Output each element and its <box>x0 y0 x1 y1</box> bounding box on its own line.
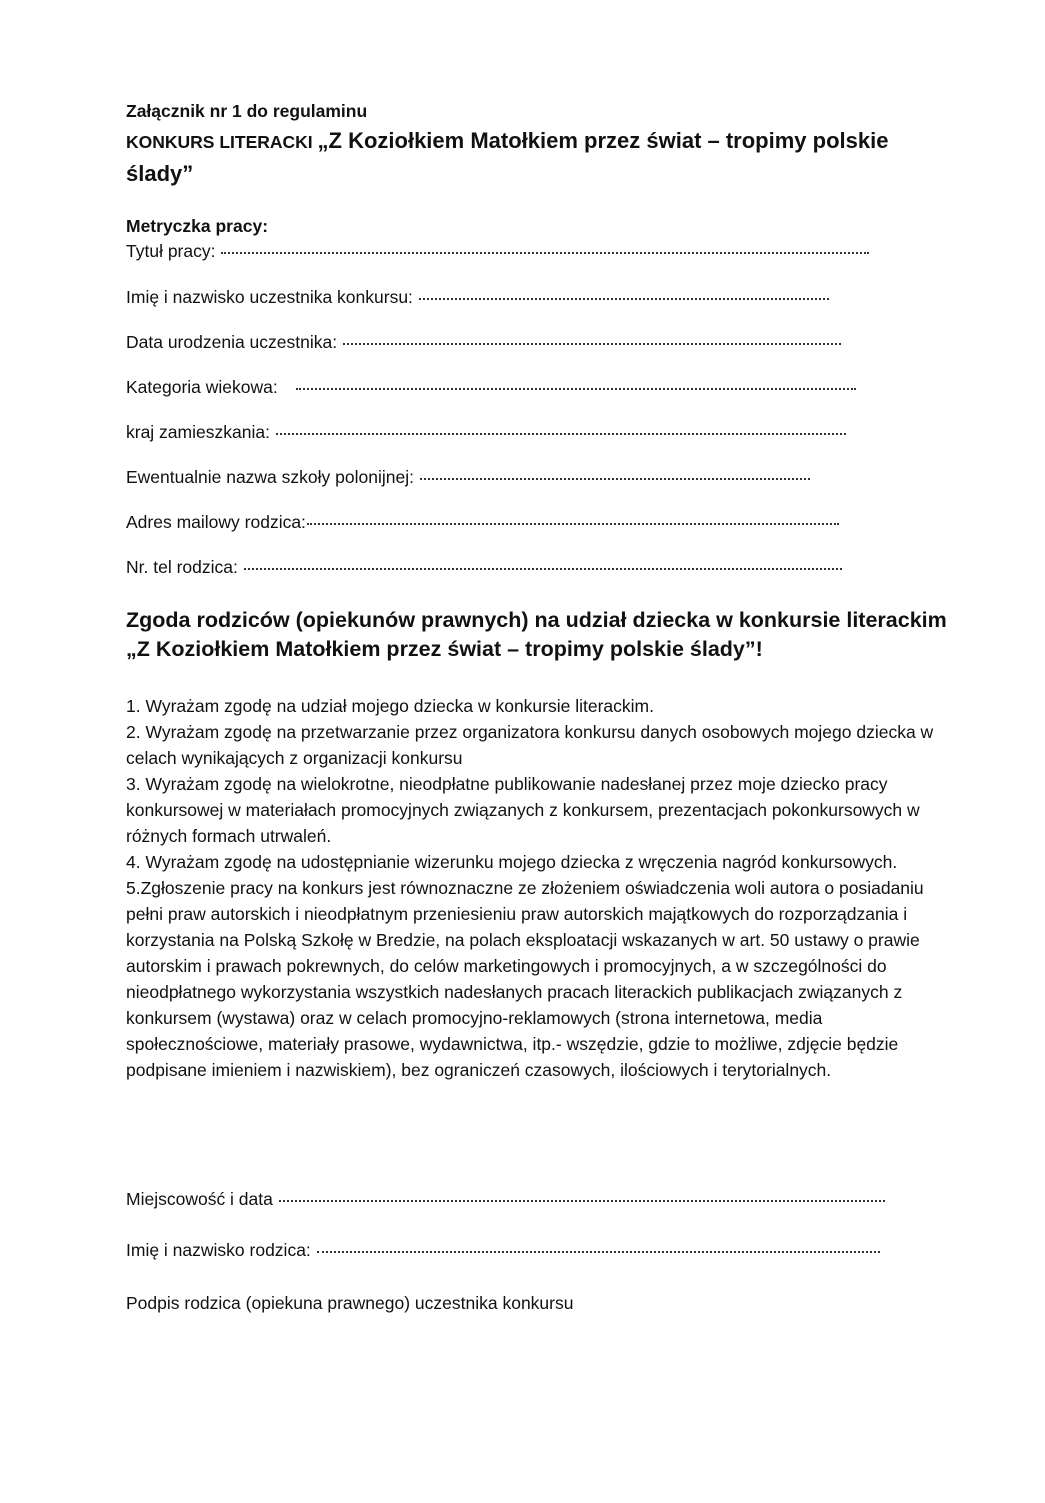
field-parent-email[interactable] <box>126 512 839 533</box>
field-parent-name[interactable] <box>126 1240 880 1261</box>
field-school-name[interactable] <box>126 467 810 488</box>
field-label: Data urodzenia uczestnika: <box>126 332 338 352</box>
fill-in-line[interactable] <box>420 477 810 480</box>
field-country[interactable] <box>126 422 846 443</box>
field-age-category[interactable] <box>126 377 856 398</box>
consent-item: 5.Zgłoszenie pracy na konkurs jest równoznaczne ze złożeniem oświadczenia woli autora o posiadaniu pełni praw autorskich i nieodpłatnym przeniesieniu praw autorskich majątkowych do rozporządzania i korzystania na Polską Szkołę w Bredzie, na polach eksploatacji wskazanych w art. 50 ustawy o prawie autorskim i prawach pokrewnych, do celów marketingowych i promocyjnych, a w szczególności do nieodpłatnego wykorzystania wszystkich nadesłanych pracach literackich publikacjach związanych z konkursem (wystawa) oraz w celach promocyjno-reklamowych (strona internetowa, media społecznościowe, materiały prasowe, wydawnictwa, itp.- wszędzie, gdzie to możliwe, zdjęcie będzie podpisane imieniem i nazwiskiem), bez ograniczeń czasowych, ilościowych i terytorialnych. <box>126 878 924 1080</box>
contest-prefix: KONKURS LITERACKI <box>126 132 318 152</box>
fill-in-line[interactable] <box>307 522 839 525</box>
contest-title <box>126 126 906 192</box>
field-label: Ewentualnie nazwa szkoły polonijnej: <box>126 467 414 487</box>
field-label: Nr. tel rodzica: <box>126 557 238 577</box>
field-label: Tytuł pracy: <box>126 241 216 261</box>
field-place-date[interactable] <box>126 1189 885 1210</box>
contest-name: „Z Koziołkiem Matołkiem przez świat – tropimy polskie ślady” <box>126 128 889 186</box>
metryczka-title: Metryczka pracy: <box>126 216 269 236</box>
consent-item: 1. Wyrażam zgodę na udział mojego dziecka w konkursie literackim. <box>126 696 654 716</box>
field-label: Kategoria wiekowa: <box>126 377 278 397</box>
field-parent-phone[interactable] <box>126 557 842 578</box>
signature-text: Podpis rodzica (opiekuna prawnego) uczestnika konkursu <box>126 1293 574 1313</box>
fill-in-line[interactable] <box>317 1250 880 1253</box>
field-title[interactable] <box>126 241 869 262</box>
field-birth-date[interactable] <box>126 332 841 353</box>
fill-in-line[interactable] <box>279 1199 885 1202</box>
consent-list <box>126 693 941 1083</box>
fill-in-line[interactable] <box>276 432 846 435</box>
field-label: Imię i nazwisko rodzica: <box>126 1240 311 1260</box>
signature-label <box>126 1293 573 1314</box>
consent-item: 4. Wyrażam zgodę na udostępnianie wizerunku mojego dziecka z wręczenia nagród konkursowych. <box>126 852 898 872</box>
consent-item: 3. Wyrażam zgodę na wielokrotne, nieodpłatne publikowanie nadesłanej przez moje dziecko pracy konkursowej w materiałach promocyjnych związanych z konkursem, prezentacjach pokonkursowych w różnych formach utrwaleń. <box>126 774 920 846</box>
field-label: Imię i nazwisko uczestnika konkursu: <box>126 287 413 307</box>
field-label: kraj zamieszkania: <box>126 422 270 442</box>
fill-in-line[interactable] <box>419 297 829 300</box>
consent-item: 2. Wyrażam zgodę na przetwarzanie przez organizatora konkursu danych osobowych mojego dziecka w celach wynikających z organizacji konkursu <box>126 722 934 768</box>
annex-label: Załącznik nr 1 do regulaminu <box>126 101 368 121</box>
consent-heading: Zgoda rodziców (opiekunów prawnych) na udział dziecka w konkursie literackim „Z Koziołkiem Matołkiem przez świat – tropimy polskie ślady”! <box>126 608 947 661</box>
field-label: Adres mailowy rodzica: <box>126 512 306 532</box>
fill-in-line[interactable] <box>244 567 842 570</box>
fill-in-line[interactable] <box>296 387 856 390</box>
fill-in-line[interactable] <box>343 342 841 345</box>
fill-in-line[interactable] <box>221 251 869 254</box>
field-label: Miejscowość i data <box>126 1189 273 1209</box>
field-participant-name[interactable] <box>126 287 829 308</box>
